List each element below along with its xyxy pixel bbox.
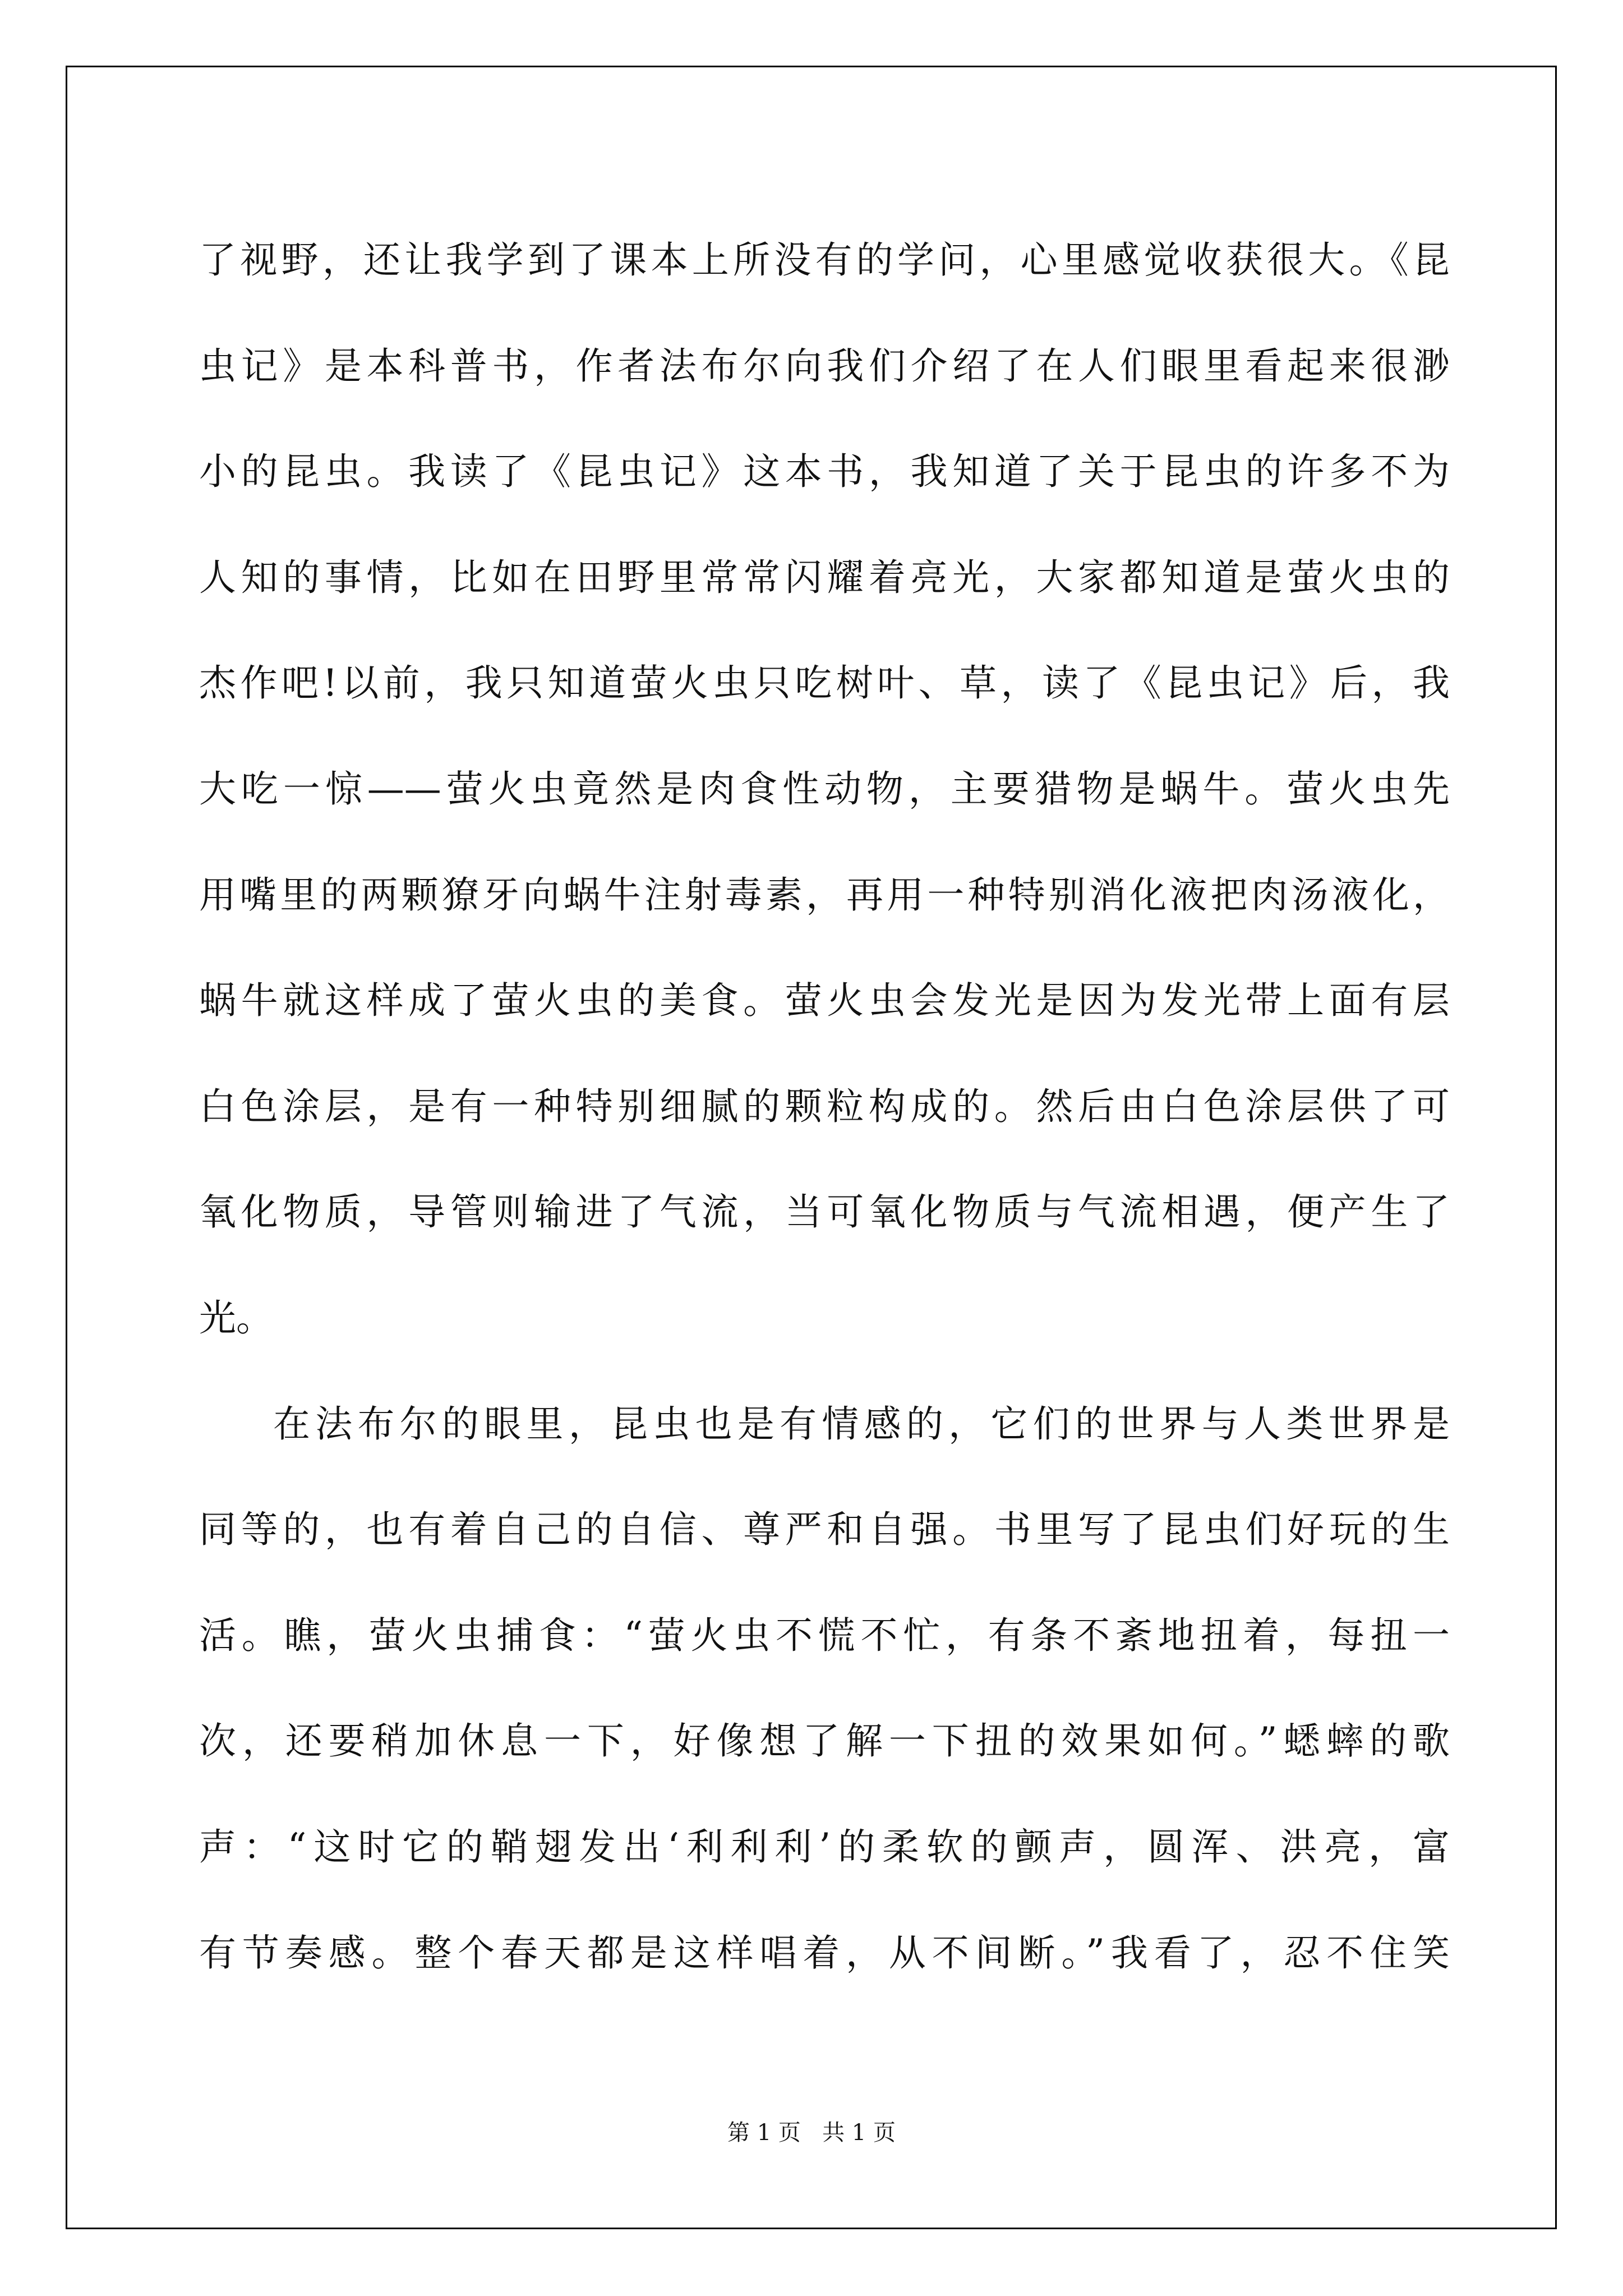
text-line: 活。瞧，萤火虫捕食：“萤火虫不慌不忙，有条不紊地扭着，每扭一 bbox=[199, 1613, 1450, 1657]
text-line: 用嘴里的两颗獠牙向蜗牛注射毒素，再用一种特别消化液把肉汤液化， bbox=[199, 873, 1450, 917]
text-line: 蜗牛就这样成了萤火虫的美食。萤火虫会发光是因为发光带上面有层 bbox=[199, 979, 1450, 1023]
text-line: 同等的，也有着自己的自信、尊严和自强。书里写了昆虫们好玩的生 bbox=[199, 1508, 1450, 1552]
text-line: 光。 bbox=[199, 1296, 273, 1340]
text-line: 虫记》是本科普书，作者法布尔向我们介绍了在人们眼里看起来很渺 bbox=[199, 344, 1450, 388]
text-line: 小的昆虫。我读了《昆虫记》这本书，我知道了关于昆虫的许多不为 bbox=[199, 450, 1450, 494]
text-line: 次，还要稍加休息一下，好像想了解一下扭的效果如何。”蟋蟀的歌 bbox=[199, 1719, 1450, 1763]
text-line-indented: 在法布尔的眼里，昆虫也是有情感的，它们的世界与人类世界是 bbox=[273, 1402, 1450, 1446]
text-line: 杰作吧!以前，我只知道萤火虫只吃树叶、草，读了《昆虫记》后，我 bbox=[199, 661, 1450, 705]
text-line: 了视野，还让我学到了课本上所没有的学问，心里感觉收获很大。《昆 bbox=[199, 238, 1450, 282]
text-line: 人知的事情，比如在田野里常常闪耀着亮光，大家都知道是萤火虫的 bbox=[199, 555, 1450, 599]
text-line: 声：“这时它的鞘翅发出‘利利利’的柔软的颤声，圆浑、洪亮，富 bbox=[199, 1825, 1450, 1869]
page-footer: 第 1 页 共 1 页 bbox=[727, 2120, 896, 2146]
text-line: 有节奏感。整个春天都是这样唱着，从不间断。”我看了，忍不住笑 bbox=[199, 1931, 1450, 1975]
document-body bbox=[199, 208, 1450, 2006]
text-line: 氧化物质，导管则输进了气流，当可氧化物质与气流相遇，便产生了 bbox=[199, 1190, 1450, 1234]
text-line: 大吃一惊——萤火虫竟然是肉食性动物，主要猎物是蜗牛。萤火虫先 bbox=[199, 767, 1450, 811]
text-line: 白色涂层，是有一种特别细腻的颗粒构成的。然后由白色涂层供了可 bbox=[199, 1084, 1450, 1128]
